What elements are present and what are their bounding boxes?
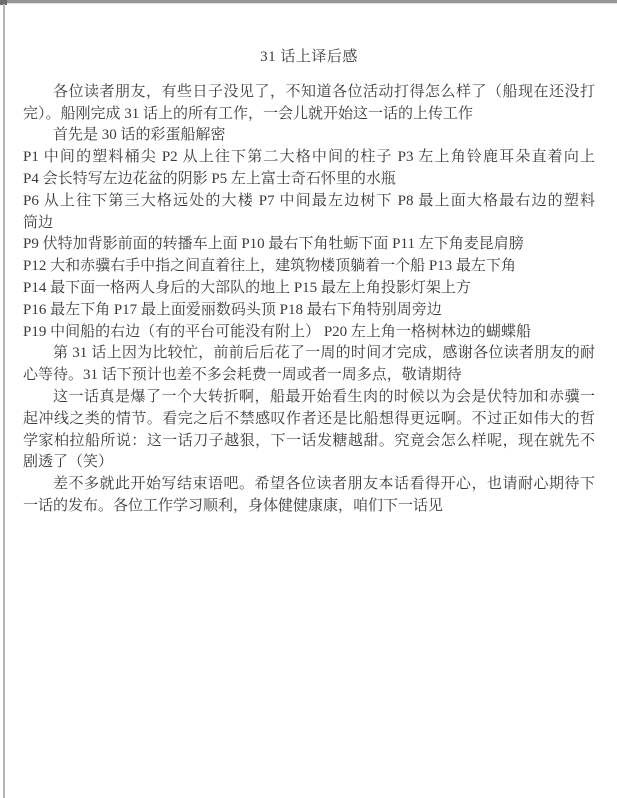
text-line: 第 31 话上因为比较忙，前前后后花了一周的时间才完成，感谢各位读者朋友的耐 <box>53 345 595 362</box>
text-line: 这一话真是爆了一个大转折啊，船最开始看生肉的时候以为会是伏特加和赤骥一 <box>53 388 595 405</box>
text-line: 剧透了（笑） <box>23 454 114 471</box>
text-line: P16 最左下角 P17 最上面爱丽数码头顶 P18 最右下角特别周旁边 <box>23 301 442 318</box>
text-line: P1 中间的塑料桶尖 P2 从上往下第二大格中间的柱子 P3 左上角铃鹿耳朵直着向上 <box>23 149 595 166</box>
text-line: 各位读者朋友，有些日子没见了，不知道各位活动打得怎么样了（船现在还没打 <box>53 83 595 100</box>
text-line: P9 伏特加背影前面的转播车上面 P10 最右下角牡蛎下面 P11 左下角麦昆肩膀 <box>23 236 524 253</box>
page-left-edge-line <box>3 4 5 798</box>
text-line: 完）。船刚完成 31 话上的所有工作，一会儿就开始这一话的上传工作 <box>23 105 474 122</box>
text-line: P6 从上往下第三大格远处的大楼 P7 中间最左边树下 P8 最上面大格最右边的塑料 <box>23 192 595 209</box>
text-line: 筒边 <box>23 214 54 231</box>
text-line: P4 会长特写左边花盆的阴影 P5 左上富士奇石怀里的水瓶 <box>23 170 396 187</box>
text-line: P12 大和赤骥右手中指之间直着往上，建筑物楼顶躺着一个船 P13 最左下角 <box>23 258 516 275</box>
text-body <box>23 82 595 518</box>
text-line: 首先是 30 话的彩蛋船解密 <box>53 127 226 144</box>
text-line: P14 最下面一格两人身后的大部队的地上 P15 最左上角投影灯架上方 <box>23 279 471 296</box>
text-line: P19 中间船的右边（有的平台可能没有附上） P20 左上角一格树林边的蝴蝶船 <box>23 323 531 340</box>
text-line: 一话的发布。各位工作学习顺利，身体健健康康，咱们下一话见 <box>23 497 444 514</box>
text-line: 学家柏拉船所说：这一话刀子越狠，下一话发糖越甜。究竟会怎么样呢，现在就先不 <box>23 432 595 449</box>
text-line: 心等待。31 话下预计也差不多会耗费一周或者一周多点，敬请期待 <box>23 367 462 384</box>
text-line: 起冲线之类的情节。看完之后不禁感叹作者还是比船想得更远啊。不过正如伟大的哲 <box>23 410 595 427</box>
window-top-edge <box>0 0 617 4</box>
text-line: 差不多就此开始写结束语吧。希望各位读者朋友本话看得开心，也请耐心期待下 <box>53 476 595 493</box>
page-content <box>23 47 595 518</box>
page-title: 31 话上译后感 <box>260 49 358 65</box>
